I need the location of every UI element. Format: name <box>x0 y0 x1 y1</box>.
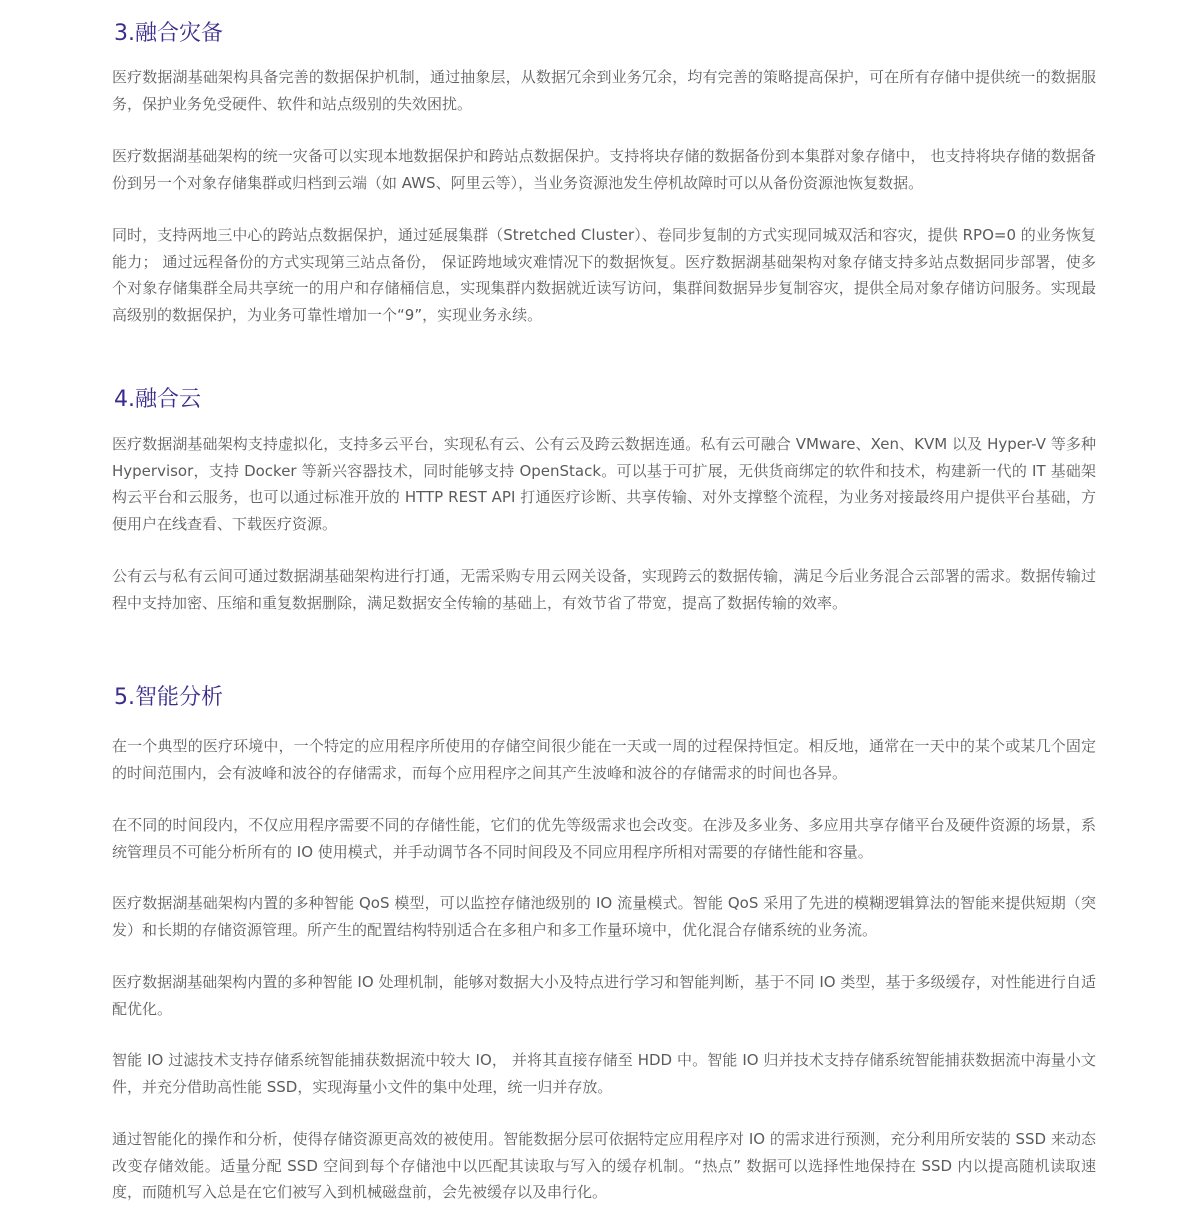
paragraph: 医疗数据湖基础架构具备完善的数据保护机制，通过抽象层，从数据冗余到业务冗余，均有完善的策略提高保护，可在所有存储中提供统一的数据服务，保护业务免受硬件、软件和站点级别的失效困扰。 <box>112 68 1096 113</box>
paragraph: 医疗数据湖基础架构内置的多种智能 IO 处理机制，能够对数据大小及特点进行学习和智能判断，基于不同 IO 类型，基于多级缓存，对性能进行自适配优化。 <box>112 973 1096 1018</box>
paragraph: 医疗数据湖基础架构的统一灾备可以实现本地数据保护和跨站点数据保护。支持将块存储的数据备份到本集群对象存储中， 也支持将块存储的数据备份到另一个对象存储集群或归档到云端（如 AWS、阿里云等），当业务资源池发生停机故障时可以从备份资源池恢复数据。 <box>112 147 1096 192</box>
paragraph: 医疗数据湖基础架构支持虚拟化，支持多云平台，实现私有云、公有云及跨云数据连通。私有云可融合 VMware、Xen、KVM 以及 Hyper-V 等多种 Hypervisor，支持 Docker 等新兴容器技术，同时能够支持 OpenStack。可以基于可扩展，无供货商绑定的软件和技术，构建新一代的 IT 基础架构云平台和云服务，也可以通过标准开放的 HTTP REST API 打通医疗诊断、共享传输、对外支撑整个流程，为业务对接最终用户提供平台基础，方便用户在线查看、下载医疗资源。 <box>112 435 1096 533</box>
paragraph: 通过智能化的操作和分析，使得存储资源更高效的被使用。智能数据分层可依据特定应用程序对 IO 的需求进行预测，充分利用所安装的 SSD 来动态改变存储效能。适量分配 SSD 空间到每个存储池中以匹配其读取与写入的缓存机制。“热点” 数据可以选择性地保持在 SSD 内以提高随机读取速度，而随机写入总是在它们被写入到机械磁盘前，会先被缓存以及串行化。 <box>112 1130 1096 1201</box>
section-title-disaster-recovery: 3.融合灾备 <box>114 21 223 46</box>
paragraph: 同时，支持两地三中心的跨站点数据保护，通过延展集群（Stretched Cluster）、卷同步复制的方式实现同城双活和容灾，提供 RPO=0 的业务恢复能力； 通过远程备份的方式实现第三站点备份， 保证跨地域灾难情况下的数据恢复。医疗数据湖基础架构对象存储支持多站点数据同步部署，使多个对象存储集群全局共享统一的用户和存储桶信息，实现集群内数据就近读写访问，集群间数据异步复制容灾，提供全局对象存储访问服务。实现最高级别的数据保护，为业务可靠性增加一个“9”，实现业务永续。 <box>112 226 1096 324</box>
paragraph: 医疗数据湖基础架构内置的多种智能 QoS 模型，可以监控存储池级别的 IO 流量模式。智能 QoS 采用了先进的模糊逻辑算法的智能来提供短期（突发）和长期的存储资源管理。所产生的配置结构特别适合在多租户和多工作量环境中，优化混合存储系统的业务流。 <box>112 894 1096 939</box>
section-title-hybrid-cloud: 4.融合云 <box>114 387 201 412</box>
section-title-intelligent-analysis: 5.智能分析 <box>114 685 223 710</box>
paragraph: 在一个典型的医疗环境中，一个特定的应用程序所使用的存储空间很少能在一天或一周的过程保持恒定。相反地，通常在一天中的某个或某几个固定的时间范围内，会有波峰和波谷的存储需求，而每个应用程序之间其产生波峰和波谷的存储需求的时间也各异。 <box>112 737 1096 782</box>
paragraph: 在不同的时间段内，不仅应用程序需要不同的存储性能，它们的优先等级需求也会改变。在涉及多业务、多应用共享存储平台及硬件资源的场景，系统管理员不可能分析所有的 IO 使用模式，并手动调节各不同时间段及不同应用程序所相对需要的存储性能和容量。 <box>112 816 1096 861</box>
paragraph: 公有云与私有云间可通过数据湖基础架构进行打通，无需采购专用云网关设备，实现跨云的数据传输，满足今后业务混合云部署的需求。数据传输过程中支持加密、压缩和重复数据删除，满足数据安全传输的基础上，有效节省了带宽，提高了数据传输的效率。 <box>112 567 1096 612</box>
paragraph: 智能 IO 过滤技术支持存储系统智能捕获数据流中较大 IO， 并将其直接存储至 HDD 中。智能 IO 归并技术支持存储系统智能捕获数据流中海量小文件，并充分借助高性能 SSD，实现海量小文件的集中处理，统一归并存放。 <box>112 1051 1096 1096</box>
